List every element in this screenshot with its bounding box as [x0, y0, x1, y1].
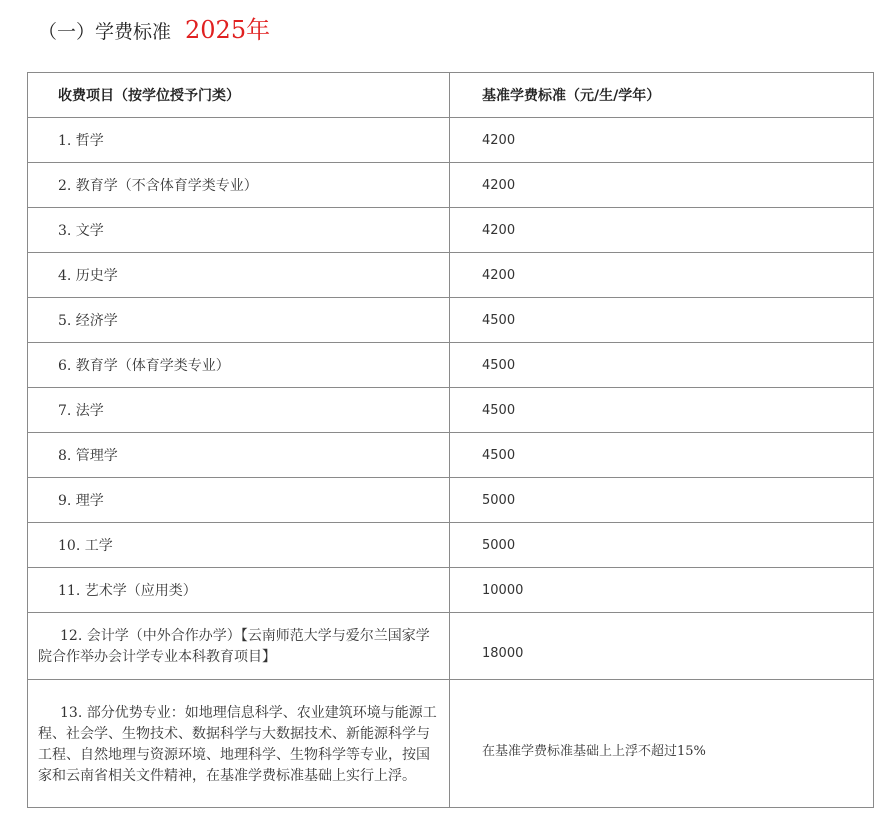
- item-cell: 12. 会计学（中外合作办学）【云南师范大学与爱尔兰国家学院合作举办会计学专业本科教育项目】: [28, 613, 450, 680]
- fee-cell: 4500: [450, 433, 874, 478]
- table-row: [28, 388, 874, 433]
- table-row: [28, 208, 874, 253]
- item-cell: 3. 文学: [28, 208, 450, 253]
- fee-cell: 4200: [450, 118, 874, 163]
- table-row: [28, 613, 874, 680]
- fee-cell: 10000: [450, 568, 874, 613]
- table-row: [28, 163, 874, 208]
- item-cell: 13. 部分优势专业：如地理信息科学、农业建筑环境与能源工程、社会学、生物技术、数据科学与大数据技术、新能源科学与工程、自然地理与资源环境、地理科学、生物科学等专业，按国家和云南省相关文件精神，在基准学费标准基础上实行上浮。: [28, 680, 450, 808]
- fee-cell: 4200: [450, 253, 874, 298]
- item-cell: 2. 教育学（不含体育学类专业）: [28, 163, 450, 208]
- item-cell: 11. 艺术学（应用类）: [28, 568, 450, 613]
- item-cell: 7. 法学: [28, 388, 450, 433]
- item-cell: 4. 历史学: [28, 253, 450, 298]
- fee-cell: 在基准学费标准基础上上浮不超过15%: [450, 680, 874, 808]
- table-row: [28, 478, 874, 523]
- fee-cell: 4500: [450, 343, 874, 388]
- table-row: [28, 118, 874, 163]
- table-row: [28, 523, 874, 568]
- section-heading: [38, 10, 270, 42]
- fee-cell: 5000: [450, 478, 874, 523]
- item-cell: 10. 工学: [28, 523, 450, 568]
- table-row: [28, 343, 874, 388]
- section-title: （一）学费标准: [38, 21, 172, 43]
- table-row: [28, 253, 874, 298]
- tuition-table: [27, 72, 874, 808]
- header-item: 收费项目（按学位授予门类）: [28, 73, 450, 118]
- fee-cell: 4200: [450, 208, 874, 253]
- section-year: 2025年: [185, 16, 271, 44]
- fee-cell: 4500: [450, 388, 874, 433]
- item-cell: 8. 管理学: [28, 433, 450, 478]
- table-row: [28, 568, 874, 613]
- fee-cell: 5000: [450, 523, 874, 568]
- table-row: [28, 433, 874, 478]
- item-cell: 1. 哲学: [28, 118, 450, 163]
- table-row: [28, 680, 874, 808]
- item-cell: 6. 教育学（体育学类专业）: [28, 343, 450, 388]
- header-fee: 基准学费标准（元/生/学年）: [450, 73, 874, 118]
- item-cell: 9. 理学: [28, 478, 450, 523]
- table-header-row: [28, 73, 874, 118]
- table-row: [28, 298, 874, 343]
- item-cell: 5. 经济学: [28, 298, 450, 343]
- fee-cell: 18000: [450, 613, 874, 680]
- fee-cell: 4200: [450, 163, 874, 208]
- fee-cell: 4500: [450, 298, 874, 343]
